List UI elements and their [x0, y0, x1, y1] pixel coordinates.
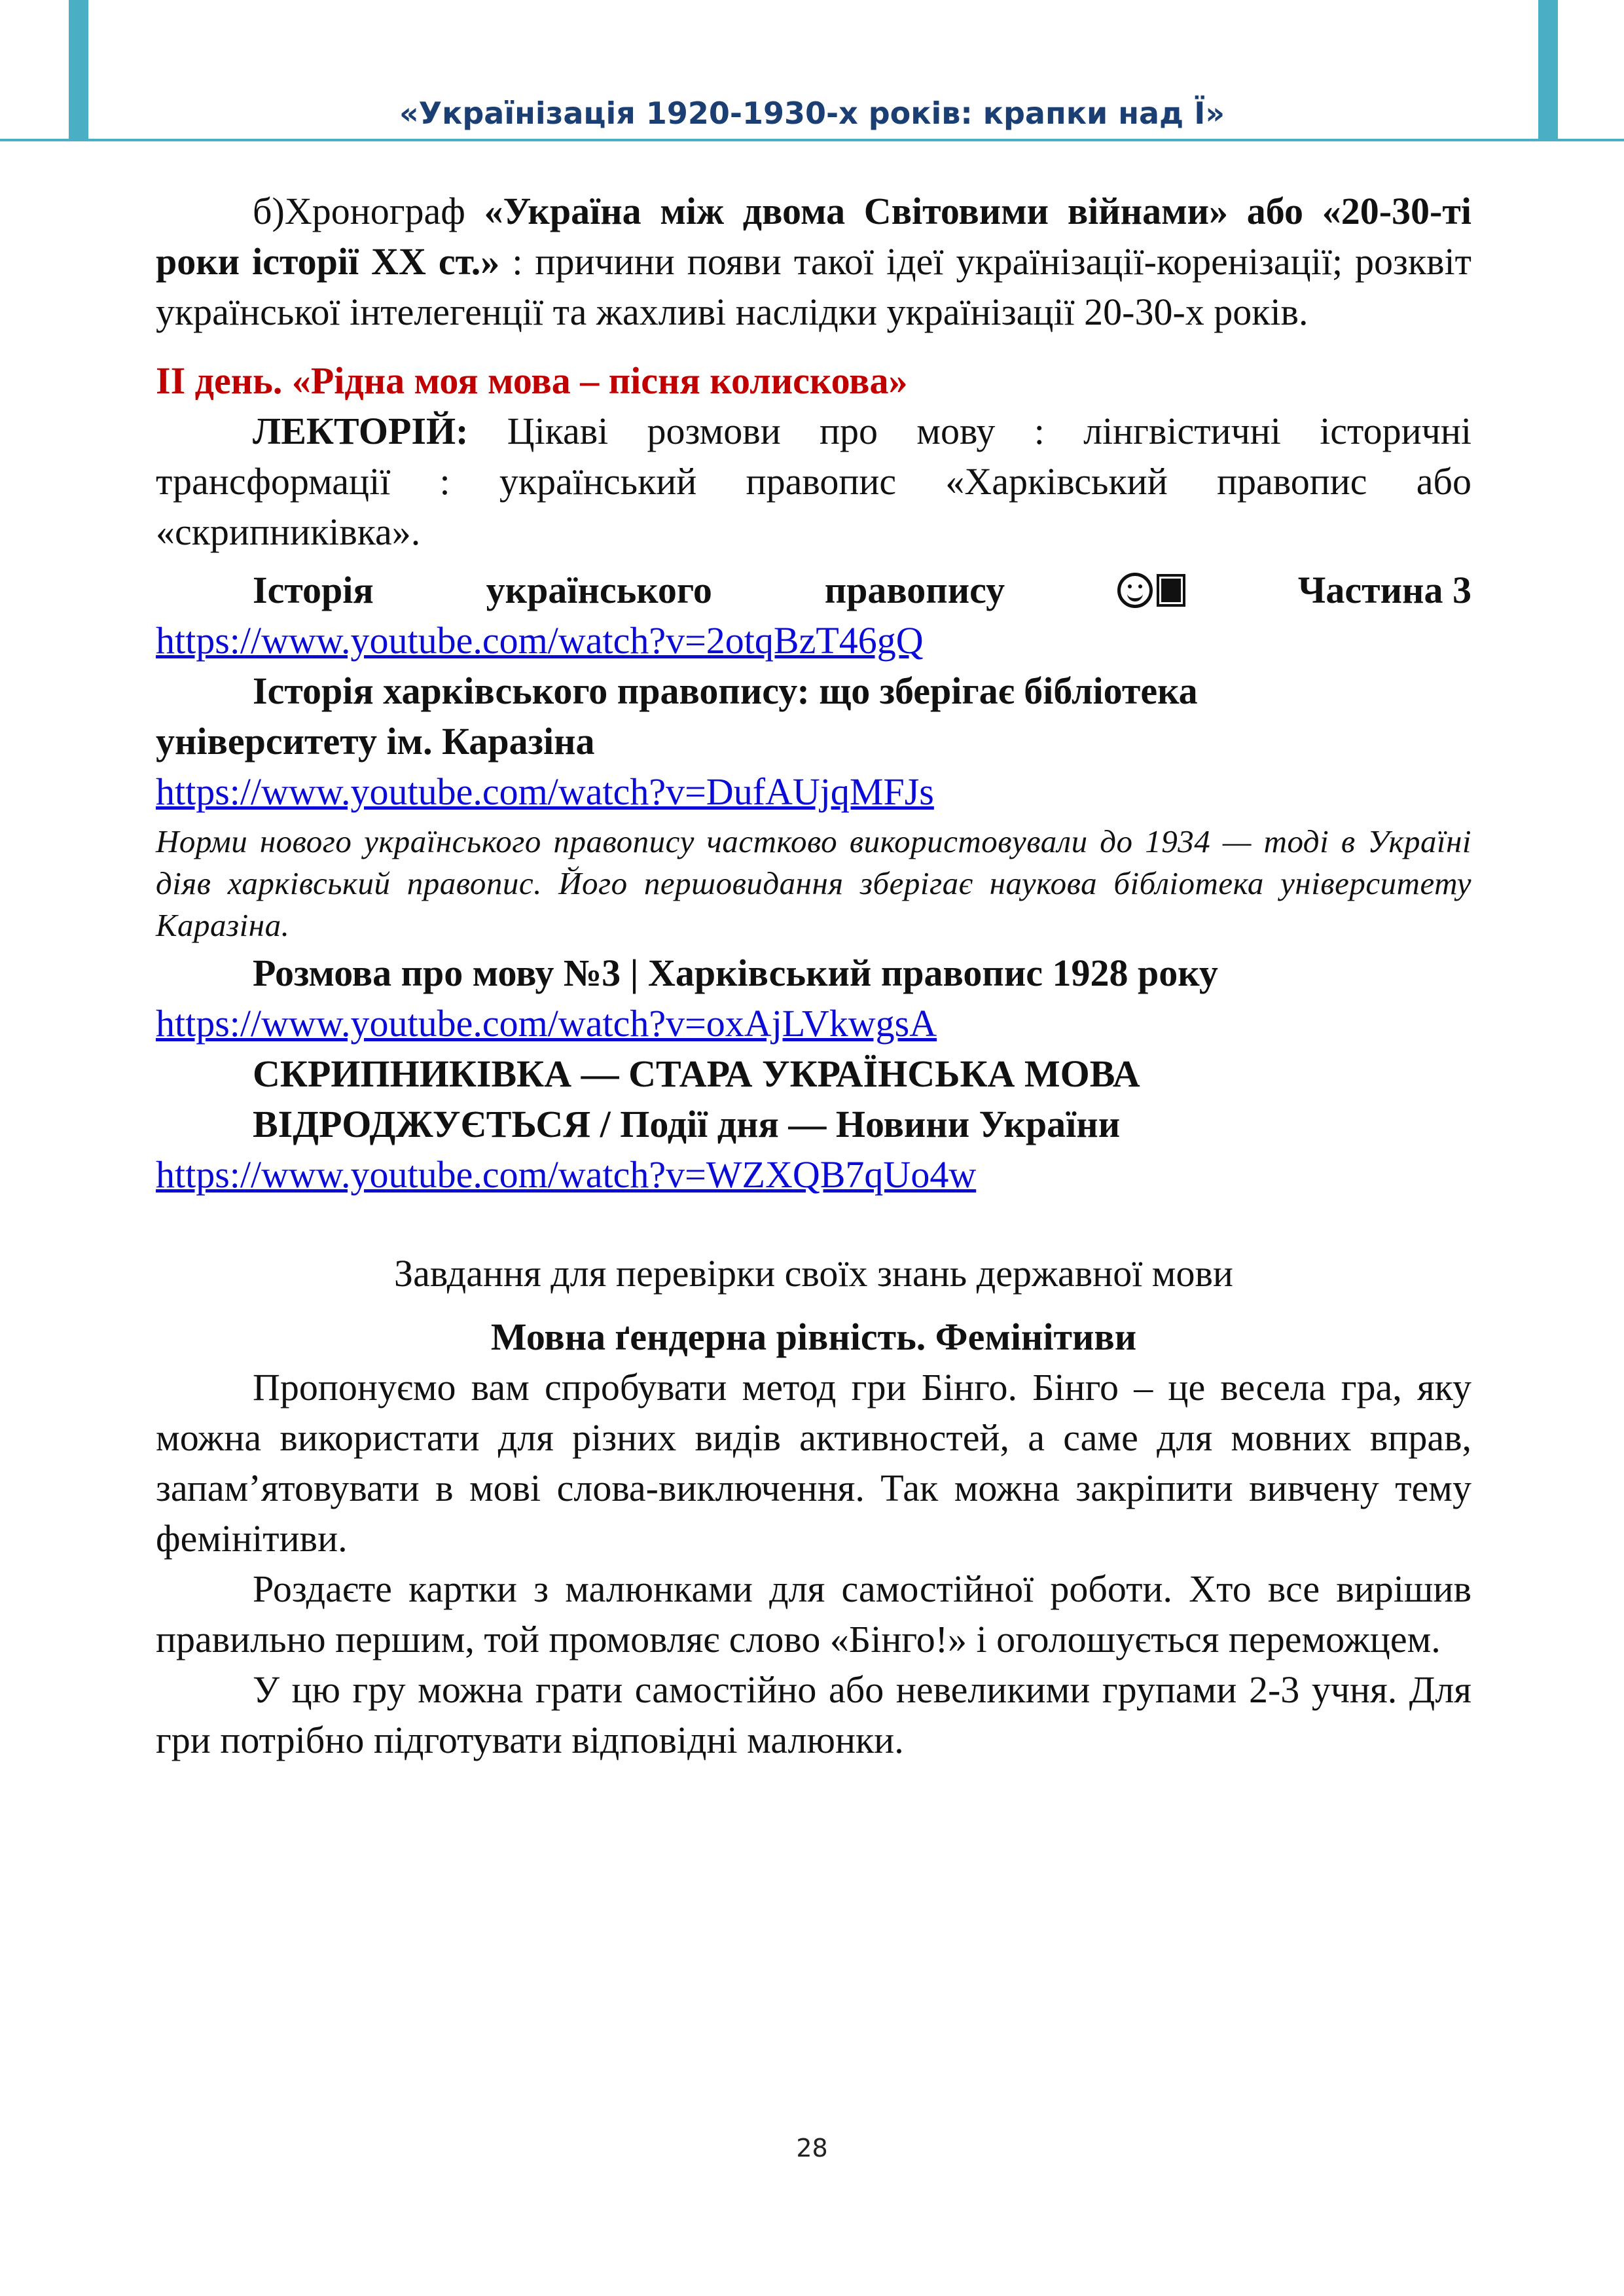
video-2-title-line-2: університету ім. Каразіна	[156, 720, 595, 762]
video-3-link[interactable]: https://www.youtube.com/watch?v=oxAjLVkwgsA	[156, 1002, 937, 1045]
chronograph-paragraph	[156, 186, 1471, 337]
day2-heading: ІІ день. «Рідна моя мова – пісня колискова»	[156, 359, 908, 402]
task-intro: Завдання для перевірки своїх знань державної мови	[394, 1252, 1233, 1295]
video-1-word-3: правопису	[824, 569, 1005, 611]
video-4-title-line-1: СКРИПНИКІВКА — СТАРА УКРАЇНСЬКА МОВА	[253, 1052, 1140, 1095]
chronograph-title: «Україна між двома Світовими війнами» або «20-30-ті роки історії ХХ ст.»	[156, 190, 1471, 283]
header-divider	[0, 139, 1624, 141]
page-number: 28	[796, 2134, 828, 2162]
video-1-link[interactable]: https://www.youtube.com/watch?v=2otqBzT46gQ	[156, 619, 924, 662]
chronograph-text: : причини появи такої ідеї українізації-коренізації; розквіт української інтелегенції та жахливі наслідки українізації 20-30-х років.	[156, 240, 1471, 333]
video-2-title-line-1: Історія харківського правопису: що зберігає бібліотека	[253, 670, 1198, 712]
task-paragraph-3: У цю гру можна грати самостійно або невеликими групами 2-3 учня. Для гри потрібно підготувати відповідні малюнки.	[156, 1668, 1471, 1761]
page-content	[156, 186, 1471, 1765]
page-header-title: «Українізація 1920-1930-х років: крапки над Ї»	[399, 96, 1225, 131]
book-icon	[1157, 574, 1185, 607]
video-1-word-2: українського	[486, 569, 712, 611]
video-1-title	[156, 565, 1471, 615]
video-2-link[interactable]: https://www.youtube.com/watch?v=DufAUjqMFJs	[156, 770, 934, 813]
video-3-title: Розмова про мову №3 | Харківський правопис 1928 року	[253, 952, 1218, 994]
task-heading: Мовна ґендерна рівність. Фемінітиви	[490, 1316, 1137, 1358]
video-4-title-line-2: ВІДРОДЖУЄТЬСЯ / Події дня — Новини України	[253, 1103, 1121, 1145]
chronograph-prefix: б)Хронограф	[253, 190, 484, 232]
lectory-paragraph	[156, 406, 1471, 557]
task-paragraph-1: Пропонуємо вам спробувати метод гри Бінго. Бінго – це весела гра, яку можна використати для різних видів активностей, а саме для мовних вправ, запам’ятовувати в мові слова-виключення. Так можна закріпити вивчену тему фемінітиви.	[156, 1366, 1471, 1560]
lectory-label: ЛЕКТОРІЙ:	[253, 410, 469, 452]
video-2-note: Норми нового українського правопису частково використовували до 1934 — тоді в Україні діяв харківський правопис. Його першовидання зберігає наукова бібліотека університету Каразіна.	[156, 823, 1471, 943]
video-1-emoji	[1117, 573, 1185, 608]
video-4-link[interactable]: https://www.youtube.com/watch?v=WZXQB7qUo4w	[156, 1153, 977, 1196]
video-1-part: Частина 3	[1297, 569, 1471, 611]
smiley-icon	[1117, 573, 1153, 608]
lectory-text: Цікаві розмови про мову : лінгвістичні історичні трансформації : український правопис «Харківський правопис або «скрипниківка».	[156, 410, 1471, 553]
video-1-word-1: Історія	[253, 569, 374, 611]
task-paragraph-2: Роздаєте картки з малюнками для самостійної роботи. Хто все вирішив правильно першим, той промовляє слово «Бінго!» і оголошується переможцем.	[156, 1568, 1471, 1660]
